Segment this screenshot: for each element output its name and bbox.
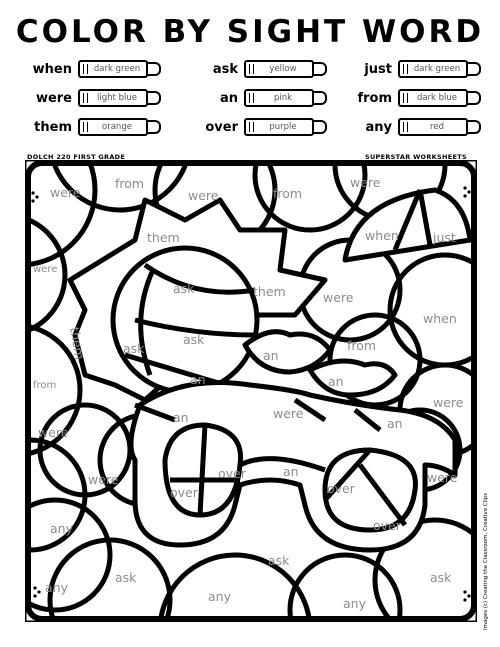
crayon-tip-icon — [313, 91, 327, 105]
region-word: any — [45, 580, 68, 595]
region-word: ask — [183, 332, 205, 347]
key-word: when — [32, 61, 72, 77]
region-word: an — [387, 416, 403, 431]
region-word: an — [283, 464, 299, 479]
region-word: an — [190, 372, 206, 387]
crayon-color-label: dark blue — [416, 93, 458, 103]
region-word: were — [350, 175, 381, 190]
key-row-ask — [196, 60, 327, 78]
key-word: were — [35, 90, 72, 106]
region-word: were — [427, 470, 458, 485]
crayon-tip-icon — [313, 120, 327, 134]
region-word: were — [88, 472, 119, 487]
crayon-tip-icon — [147, 91, 161, 105]
region-word: ask — [115, 570, 137, 585]
region-word: ask — [173, 281, 195, 296]
region-word: when — [365, 228, 399, 243]
region-word: over — [373, 518, 401, 533]
crayon-color-label: pink — [273, 93, 293, 103]
region-word: any — [343, 596, 366, 611]
grade-label: DOLCH 220 FIRST GRADE — [27, 153, 126, 161]
region-word: from — [33, 380, 57, 391]
key-word: ask — [212, 61, 238, 77]
publisher-label: SUPERSTAR WORKSHEETS — [365, 153, 467, 161]
key-word: just — [364, 61, 392, 77]
region-word: from — [273, 186, 303, 201]
crayon-color-label: purple — [269, 122, 297, 132]
crayon-tip-icon — [467, 62, 481, 76]
region-word: were — [38, 425, 69, 440]
heart-shape — [310, 361, 395, 395]
region-word: were — [50, 185, 81, 200]
crayon-color-label: orange — [102, 122, 132, 132]
region-word: just — [433, 230, 456, 245]
crayon-tip-icon — [467, 120, 481, 134]
key-word: them — [34, 119, 72, 135]
crayon-icon — [244, 118, 314, 136]
region-word: over — [170, 485, 198, 500]
region-word: them — [67, 325, 88, 361]
region-word: from — [115, 176, 145, 191]
region-word: ask — [430, 570, 452, 585]
region-word: were — [273, 406, 304, 421]
region-word: from — [347, 338, 377, 353]
crayon-icon — [244, 60, 314, 78]
crayon-color-label: dark green — [413, 64, 461, 74]
crayon-icon — [244, 89, 314, 107]
region-word: over — [327, 481, 355, 496]
key-word: over — [205, 119, 238, 135]
region-word: them — [253, 284, 286, 299]
region-word: any — [50, 521, 73, 536]
crayon-icon — [398, 89, 468, 107]
key-row-over — [196, 118, 327, 136]
crayon-icon — [398, 118, 468, 136]
region-word: ask — [123, 341, 145, 356]
crayon-icon — [78, 60, 148, 78]
crayon-icon — [78, 89, 148, 107]
region-word: were — [33, 264, 58, 275]
crayon-color-label: yellow — [269, 64, 297, 74]
crayon-tip-icon — [313, 62, 327, 76]
key-word: any — [365, 119, 392, 135]
key-row-any — [350, 118, 481, 136]
region-word: when — [423, 311, 457, 326]
key-word: from — [357, 90, 392, 106]
key-word: an — [219, 90, 238, 106]
key-row-an — [196, 89, 327, 107]
bg-shape — [390, 255, 477, 365]
crayon-icon — [78, 118, 148, 136]
key-row-from — [350, 89, 481, 107]
key-row-them — [30, 118, 161, 136]
crayon-color-label: dark green — [93, 64, 141, 74]
crayon-tip-icon — [147, 120, 161, 134]
region-word: them — [147, 230, 180, 245]
region-word: any — [208, 589, 231, 604]
key-row-just — [350, 60, 481, 78]
region-word: an — [328, 374, 344, 389]
region-word: over — [218, 466, 246, 481]
page-title: COLOR BY SIGHT WORD — [15, 14, 485, 50]
crayon-color-label: light blue — [97, 93, 137, 103]
key-row-when — [30, 60, 161, 78]
crayon-tip-icon — [467, 91, 481, 105]
region-word: an — [173, 410, 189, 425]
region-word: an — [263, 348, 279, 363]
image-credit: Images (c) Creating the Classroom, Creative Clips — [483, 492, 489, 630]
color-key — [0, 56, 500, 144]
crayon-tip-icon — [147, 62, 161, 76]
crayon-color-label: red — [430, 122, 444, 132]
region-word: were — [188, 188, 219, 203]
region-word: ask — [268, 553, 290, 568]
region-word: were — [323, 290, 354, 305]
coloring-artwork — [25, 160, 477, 622]
region-word: were — [433, 395, 464, 410]
crayon-icon — [398, 60, 468, 78]
key-row-were — [30, 89, 161, 107]
